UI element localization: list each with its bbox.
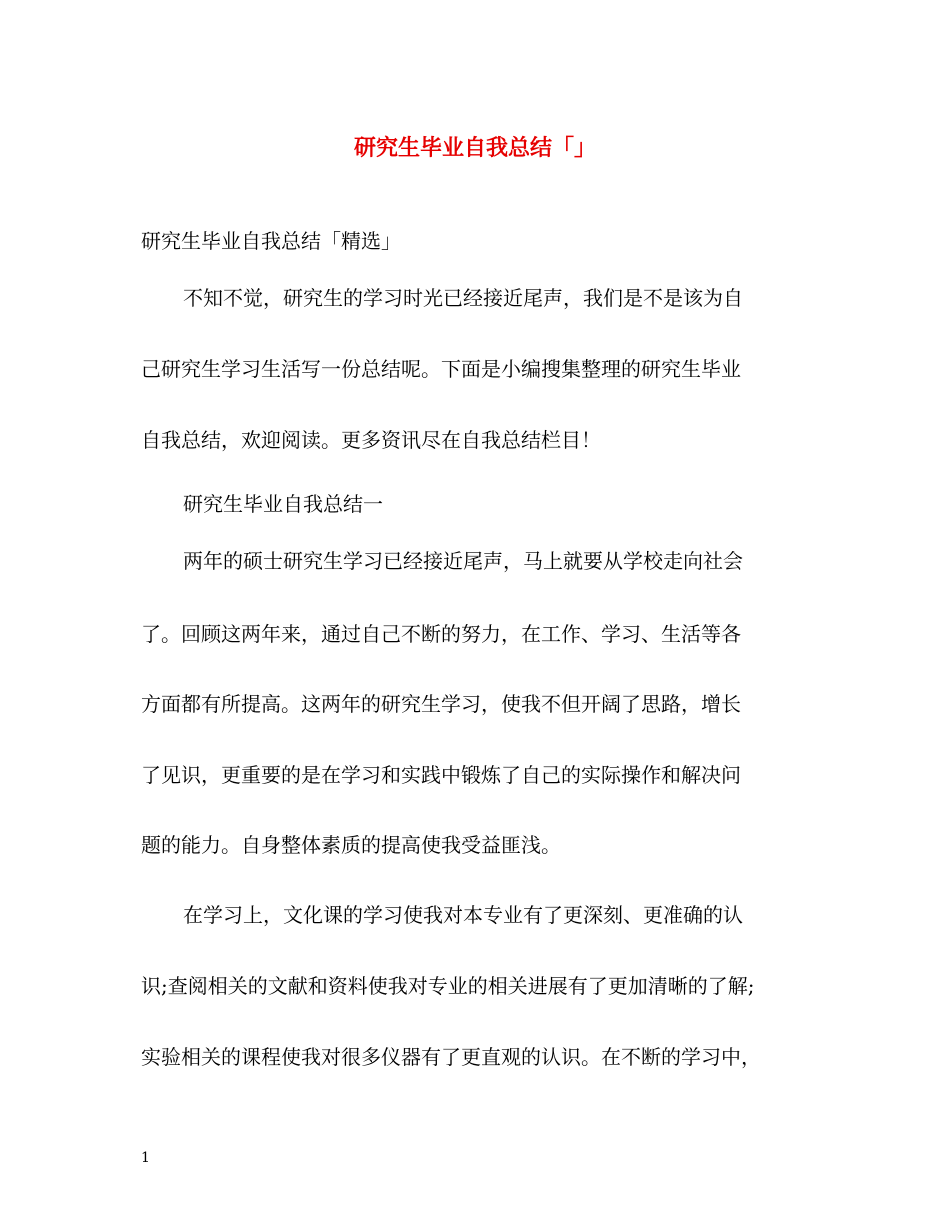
paragraph-line: 实验相关的课程使我对很多仪器有了更直观的认识。在不断的学习中， [141,1045,761,1069]
section-heading: 研究生毕业自我总结一 [183,492,383,516]
paragraph-line: 了见识，更重要的是在学习和实践中锻炼了自己的实际操作和解决问 [141,763,741,787]
paragraph-line: 在学习上，文化课的学习使我对本专业有了更深刻、更准确的认 [183,903,743,927]
paragraph-line: 了。回顾这两年来，通过自己不断的努力，在工作、学习、生活等各 [141,622,741,646]
paragraph-line: 不知不觉，研究生的学习时光已经接近尾声，我们是不是该为自 [183,286,743,310]
paragraph-line: 两年的硕士研究生学习已经接近尾声，马上就要从学校走向社会 [183,549,743,573]
page-number: 1 [141,1150,150,1166]
subtitle-line: 研究生毕业自我总结「精选」 [141,229,401,253]
document-title: 研究生毕业自我总结「」 [353,135,596,161]
paragraph-line: 识;查阅相关的文献和资料使我对专业的相关进展有了更加清晰的了解; [141,974,755,998]
paragraph-line: 方面都有所提高。这两年的研究生学习，使我不但开阔了思路，增长 [141,692,741,716]
paragraph-line: 己研究生学习生活写一份总结呢。下面是小编搜集整理的研究生毕业 [141,357,741,381]
paragraph-line: 题的能力。自身整体素质的提高使我受益匪浅。 [141,833,561,857]
paragraph-line: 自我总结，欢迎阅读。更多资讯尽在自我总结栏目！ [141,428,601,452]
